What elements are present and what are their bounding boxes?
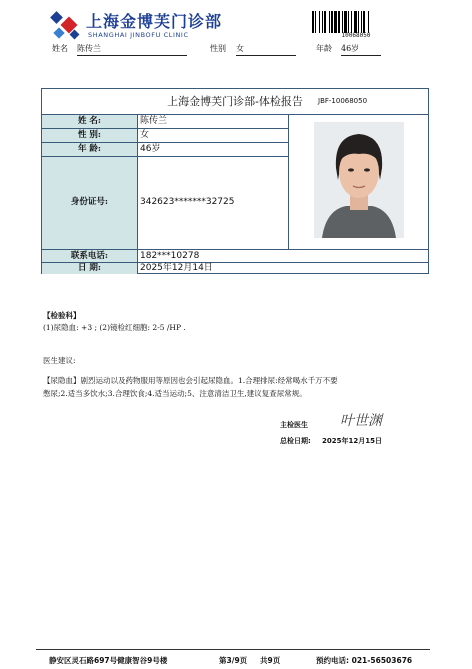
clinic-logo xyxy=(50,8,240,44)
info-row-gender xyxy=(42,128,288,142)
barcode-number: 10068050 xyxy=(341,32,371,39)
report-code: JBF-10068050 xyxy=(318,97,368,105)
clinic-name: 上海金博芙门诊部 xyxy=(86,12,223,31)
photo-cell xyxy=(288,114,428,249)
footer-divider xyxy=(36,649,430,650)
patient-photo xyxy=(314,122,404,238)
report-title: 上海金博芙门诊部-体检报告 xyxy=(167,95,303,108)
name-label: 姓名 xyxy=(52,44,68,53)
info-value: 182***10278 xyxy=(140,251,200,261)
name-value: 陈传兰 xyxy=(77,43,187,56)
info-label: 姓 名: xyxy=(42,115,138,128)
doctor-signature: 叶世渊 xyxy=(340,413,382,429)
lab-section-title: 【检验科】 xyxy=(43,311,81,320)
footer-page-current: 第3/9页 xyxy=(219,656,248,665)
exam-date-value: 2025年12月15日 xyxy=(322,437,382,445)
advice-title: 医生建议: xyxy=(43,356,76,365)
barcode xyxy=(312,11,400,33)
info-value: 342623*******32725 xyxy=(140,197,235,207)
info-value: 女 xyxy=(140,130,150,140)
info-row-name xyxy=(42,114,288,128)
advice-line-1: 【尿隐血】剧烈运动以及药物服用等原因也会引起尿隐血。1.合理排尿:经常喝水千万不要 xyxy=(43,376,338,385)
exam-date-label: 总检日期: xyxy=(280,437,311,445)
doctor-label: 主检医生 xyxy=(280,421,308,429)
age-label: 年龄 xyxy=(316,44,332,53)
info-value: 2025年12月14日 xyxy=(140,263,213,273)
clinic-name-en: SHANGHAI JINBOFU CLINIC xyxy=(88,31,189,39)
report-card xyxy=(41,88,429,274)
info-label: 年 龄: xyxy=(42,143,138,156)
info-label: 日 期: xyxy=(42,263,138,274)
age-value: 46岁 xyxy=(341,43,381,56)
footer-page-total: 共9页 xyxy=(260,656,281,665)
footer-address: 静安区灵石路697号健康智谷9号楼 xyxy=(49,656,168,665)
lab-results: (1)尿隐血: +3 ; (2)镜检红细胞: 2-5 /HP . xyxy=(43,323,186,332)
info-row-date xyxy=(42,262,428,274)
gender-label: 性别 xyxy=(210,44,226,53)
info-row-id xyxy=(42,156,288,249)
info-label: 身份证号: xyxy=(42,157,138,249)
info-value: 46岁 xyxy=(140,144,161,154)
info-row-age xyxy=(42,142,288,156)
info-row-phone xyxy=(42,249,428,262)
info-label: 联系电话: xyxy=(42,250,138,262)
info-label: 性 别: xyxy=(42,129,138,142)
footer-phone: 预约电话: 021-56503676 xyxy=(316,656,413,665)
clinic-logo-icon xyxy=(50,10,86,42)
advice-line-2: 憋尿;2.适当多饮水;3.合理饮食;4.适当运动;5、注意清洁卫生,建议复查尿常规。 xyxy=(43,389,307,398)
gender-value: 女 xyxy=(236,43,296,56)
info-value: 陈传兰 xyxy=(140,116,168,126)
